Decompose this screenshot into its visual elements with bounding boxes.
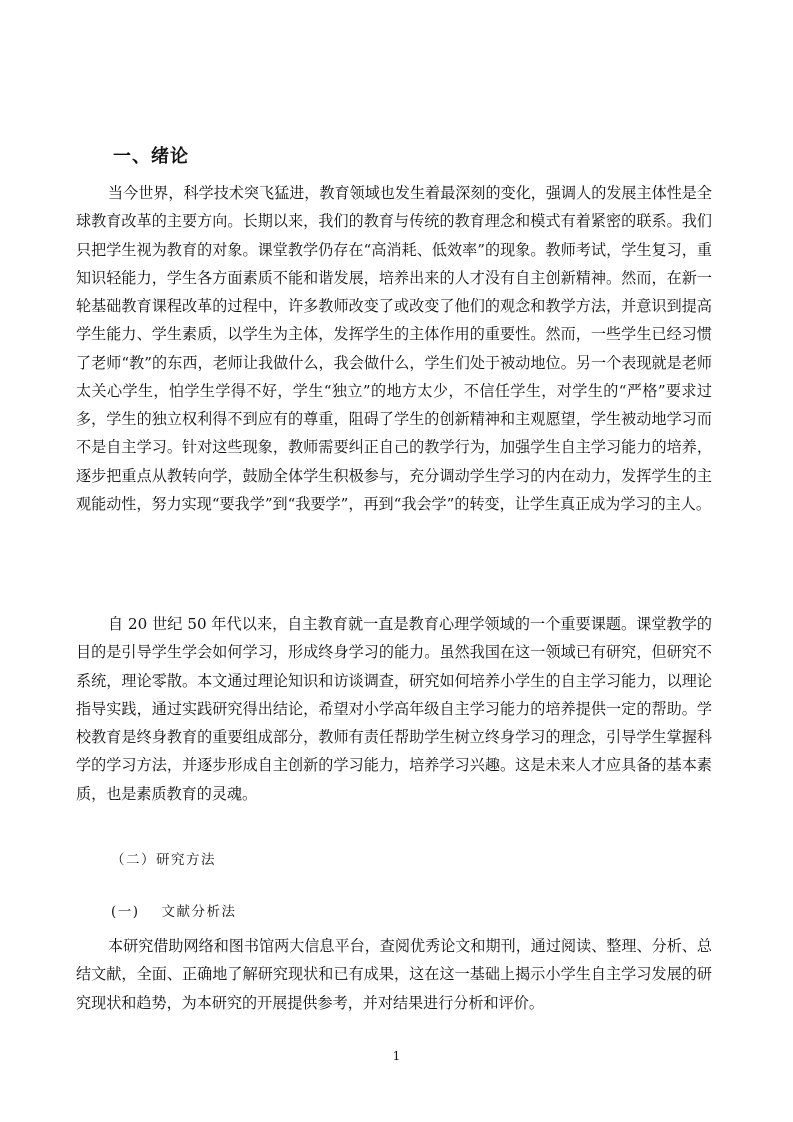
- subheading-research-methods: （二）研究方法: [111, 852, 216, 868]
- paragraph-background: 自 20 世纪 50 年代以来，自主教育就一直是教育心理学领域的一个重要课题。课堂教学的目的是引导学生学会如何学习，形成终身学习的能力。虽然我国在这一领域已有研究，但研究不系统，理论零散。本文通过理论知识和访谈调查，研究如何培养小学生的自主学习能力，以理论指导实践，通过实践研究得出结论，希望对小学高年级自主学习能力的培养提供一定的帮助。学校教育是终身教育的重要组成部分，教师有责任帮助学生树立终身学习的理念，引导学生掌握科学的学习方法，并逐步形成自主创新的学习能力，培养学习兴趣。这是未来人才应具备的基本素质，也是素质教育的灵魂。: [76, 615, 712, 803]
- subheading-title: 文献分析法: [161, 904, 237, 920]
- paragraph-introduction: 当今世界，科学技术突飞猛进，教育领域也发生着最深刻的变化，强调人的发展主体性是全球教育改革的主要方向。长期以来，我们的教育与传统的教育理念和模式有着紧密的联系。我们只把学生视为教育的对象。课堂教学仍存在“高消耗、低效率”的现象。教师考试，学生复习，重知识轻能力，学生各方面素质不能和谐发展，培养出来的人才没有自主创新精神。然而，在新一轮基础教育课程改革的过程中，许多教师改变了或改变了他们的观念和教学方法，并意识到提高学生能力、学生素质，以学生为主体，发挥学生的主体作用的重要性。然而，一些学生已经习惯了老师“教”的东西，老师让我做什么，我会做什么，学生们处于被动地位。另一个表现就是老师太关心学生，怕学生学得不好，学生“独立”的地方太少，不信任学生，对学生的“严格”要求过多，学生的独立权利得不到应有的尊重，阻碍了学生的创新精神和主观愿望，学生被动地学习而不是自主学习。针对这些现象，教师需要纠正自己的教学行为，加强学生自主学习能力的培养，逐步把重点从教转向学，鼓励全体学生积极参与，充分调动学生学习的内在动力，发挥学生的主观能动性，努力实现“要我学”到“我要学”，再到“我会学”的转变，让学生真正成为学习的主人。: [76, 184, 712, 513]
- paragraph-literature-method: 本研究借助网络和图书馆两大信息平台，查阅优秀论文和期刊，通过阅读、整理、分析、总结文献，全面、正确地了解研究现状和已有成果，这在这一基础上揭示小学生自主学习发展的研究现状和趋势，为本研究的开展提供参考，并对结果进行分析和评价。: [76, 937, 712, 1012]
- subheading-literature-analysis: [111, 900, 237, 920]
- page-number: 1: [392, 1049, 401, 1063]
- subheading-number: (一): [111, 904, 140, 920]
- section-heading: 一、绪论: [113, 146, 189, 167]
